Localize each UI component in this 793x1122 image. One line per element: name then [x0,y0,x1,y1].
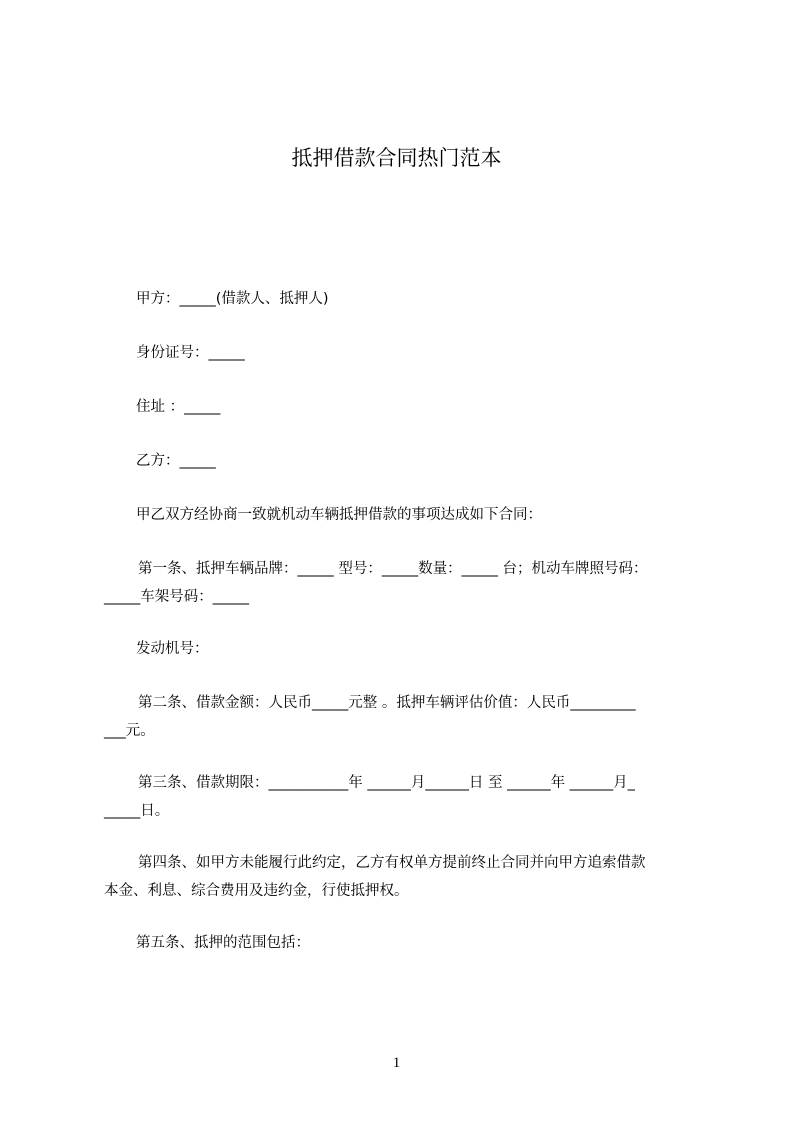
party-b-line [104,447,704,475]
page-number: 1 [392,1055,401,1071]
article-4-line-1: 第四条、如甲方未能履行此约定，乙方有权单方提前终止合同并向甲方追索借款 [138,855,646,871]
agreement-intro [104,501,704,529]
address-line [104,393,704,421]
page-title: 抵押借款合同热门范本 [291,146,502,170]
article-3 [104,769,704,825]
party-a-line [104,285,704,313]
article-2-line-2: ___元。 [104,723,155,739]
article-5-text: 第五条、抵押的范围包括： [136,935,310,951]
party-a-text: 甲方：_____(借款人、抵押人) [136,291,329,307]
article-3-line-2: _____日。 [104,803,170,819]
article-3-line-1: 第三条、借款期限：___________年 ______月______日 至 ______年 ______月_ [138,775,635,791]
id-number-text: 身份证号：_____ [136,345,245,361]
engine-number-text: 发动机号： [136,641,209,657]
id-number-line [104,339,704,367]
engine-number-line [104,635,704,663]
article-1-line-2: _____车架号码：_____ [104,589,249,605]
agreement-intro-text: 甲乙双方经协商一致就机动车辆抵押借款的事项达成如下合同： [136,507,542,523]
article-2-line-1: 第二条、借款金额：人民币_____元整 。抵押车辆评估价值：人民币_________ [138,695,636,711]
article-5 [104,929,704,957]
address-text: 住址 ：_____ [136,399,221,415]
article-4 [104,849,704,905]
party-b-text: 乙方：_____ [136,453,216,469]
article-4-line-2: 本金、利息、综合费用及违约金，行使抵押权。 [104,883,409,899]
article-2 [104,689,704,745]
article-1-line-1: 第一条、抵押车辆品牌：_____ 型号：_____数量：_____ 台；机动车牌照号码： [138,561,648,577]
article-1 [104,555,704,611]
